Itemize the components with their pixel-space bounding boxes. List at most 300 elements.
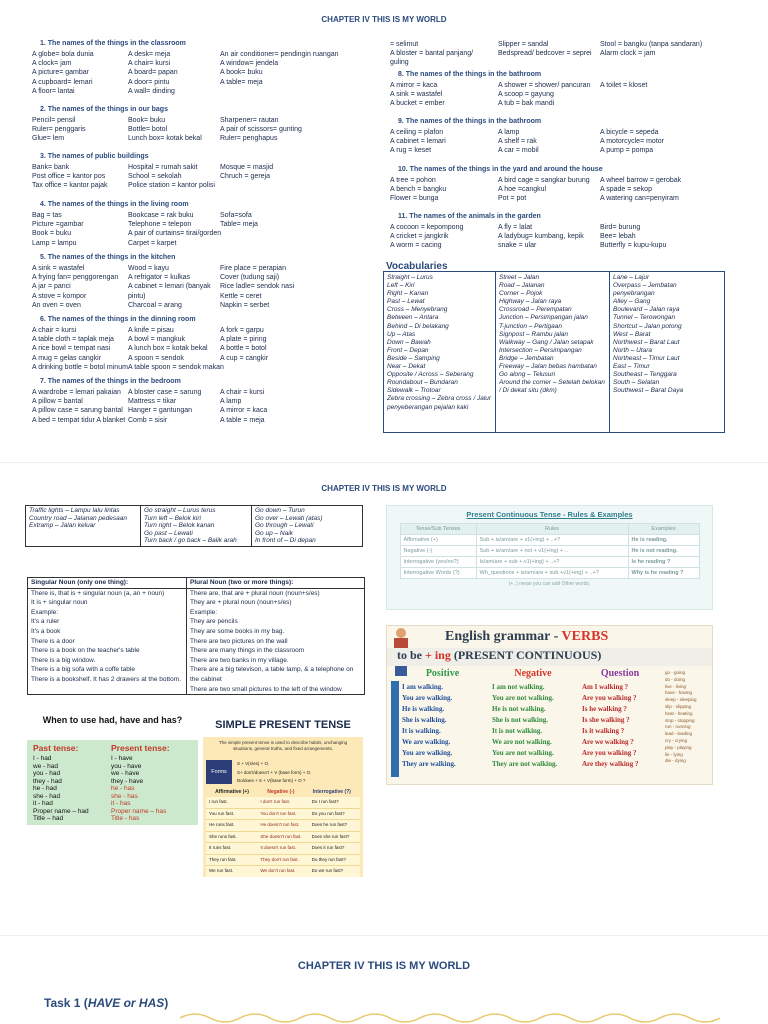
list-item: A wardrobe = lemari pakaian <box>32 389 121 396</box>
vocab-item: Lane – Lajur <box>613 274 650 281</box>
list-item: A drinking bottle = botol minum <box>32 363 128 371</box>
list-item: Lamp = lampu <box>32 239 77 247</box>
yard-heading: 10. The names of the things in the yard and around the house <box>398 166 603 173</box>
vocab-item: Opposite / Across – Seberang <box>387 371 474 379</box>
spt-title: SIMPLE PRESENT TENSE <box>215 719 351 731</box>
bathroom-2-c2 <box>498 128 539 156</box>
verbs-cell: You are not walking. <box>492 693 554 702</box>
spelling-item: stop - stopping <box>665 717 695 723</box>
spt-cell: He runs fast. <box>209 822 235 827</box>
animals-heading: 11. The names of the animals in the garden <box>398 213 541 220</box>
pc-cell: Interrogative (yes/no?) <box>400 557 476 568</box>
list-item: A shelf = rak <box>498 138 537 146</box>
noun-table <box>27 577 365 695</box>
bedroom-continued-c2 <box>498 40 592 58</box>
decorative-wave <box>180 1010 720 1024</box>
list-item: Glue= lem <box>32 135 65 143</box>
past-tense-item: we - had <box>33 762 58 770</box>
list-item: A ceiling = plafon <box>390 129 444 136</box>
verbs-cell: He is walking. <box>402 704 445 713</box>
spt-row <box>206 855 360 867</box>
list-item: Book= buku <box>128 117 166 124</box>
verbs-cell: Is it walking ? <box>582 726 625 735</box>
had-chart-title: When to use had, have and has? <box>42 715 183 725</box>
verbs-cell: It is walking. <box>402 726 441 735</box>
list-item: Mattress = tikar <box>128 398 177 406</box>
spelling-item: slip - slipping <box>665 703 692 709</box>
list-item: Ruler= penggaris <box>32 126 86 134</box>
vocab-item: East – Timur <box>613 363 650 371</box>
yard-c2 <box>498 176 590 204</box>
classroom-c3 <box>220 50 339 87</box>
verbs-spelling-list <box>665 670 709 765</box>
bedroom-c2 <box>128 388 201 425</box>
list-item: A cabinet = lemari (banyak pintu) <box>128 283 211 300</box>
bags-heading: 2. The names of the things in our bags <box>40 106 168 113</box>
list-item: A wheel barrow = gerobak <box>600 177 682 184</box>
list-item: Tax office = kantor pajak <box>32 182 108 190</box>
yard-c1 <box>390 176 446 204</box>
list-item: A rug = keset <box>390 147 432 155</box>
verbs-cell: It is not walking. <box>492 726 543 735</box>
direction-item: Go down – Turun <box>255 507 305 514</box>
bedroom-c3 <box>220 388 267 425</box>
direction-item: Go past – Lewati <box>144 529 193 537</box>
list-item: Bedspread/ bedcover = seprei <box>498 50 592 58</box>
spelling-item: live - living <box>665 683 687 689</box>
spt-affirmative-header: Affirmative (+) <box>215 789 249 795</box>
direction-item: Extramp – Jalan keluar <box>29 522 96 530</box>
list-item: A fly = lalat <box>498 224 533 231</box>
vocab-item: Junction – Persimpangan jalan <box>499 314 588 322</box>
verbs-cell: You are walking. <box>402 748 453 757</box>
verbs-cell: Is she walking ? <box>582 715 630 724</box>
spelling-item: go - going <box>665 670 686 675</box>
pc-cell: He is reading. <box>628 535 699 546</box>
plural-noun-header: Plural Noun (two or more things): <box>190 579 294 586</box>
singular-noun-header: Singular Noun (only one thing): <box>31 579 129 586</box>
list-item: A knife = pisau <box>128 327 174 334</box>
list-item: A pair of scissors= gunting <box>220 126 302 134</box>
list-item: A scoop = gayung <box>498 91 554 99</box>
vocab-table <box>383 271 725 433</box>
verbs-cell: They are not walking. <box>492 759 558 768</box>
list-item: A table = meja <box>220 416 265 424</box>
spt-cell: They run fast. <box>209 856 237 862</box>
pc-header: Tense/Sub Tenses <box>400 524 476 535</box>
vocab-item: Sidewalk – Trotoar <box>387 387 441 395</box>
list-item: A bed = tempat tidur A blanket <box>32 416 126 424</box>
verbs-sub-c: (PRESENT CONTINUOUS) <box>450 648 602 662</box>
pc-title: Present Continuous Tense - Rules & Examples <box>466 510 633 519</box>
vocab-col-1 <box>384 272 496 432</box>
noun-example: They are pencils <box>190 618 238 626</box>
noun-example: There is a door <box>31 637 75 645</box>
list-item: A window= jendela <box>220 60 279 68</box>
present-tense-item: it - has <box>111 800 131 807</box>
vocab-item: Cross – Menyebrang <box>387 306 448 314</box>
present-tense-item: I - have <box>111 755 133 762</box>
pc-cell: Sub + is/am/are + v1(+ing) + ..+? <box>476 535 628 546</box>
vocab-item: Straight – Lurus <box>387 274 433 281</box>
spt-row <box>206 866 360 877</box>
pc-header: Rules <box>476 524 628 535</box>
list-item: A desk= meja <box>128 51 171 58</box>
past-tense-item: I - had <box>33 755 52 762</box>
pc-note: (+..) mean you can add Other words. <box>508 581 591 587</box>
spelling-item: do - doing <box>665 676 686 682</box>
list-item: A toilet = kloset <box>600 82 648 89</box>
bathroom-2-c1 <box>390 128 446 156</box>
list-item: A motorcycle= motor <box>600 138 664 146</box>
list-item: A table cloth = taplak meja <box>32 336 114 344</box>
noun-example: They are some books in my bag. <box>190 627 285 635</box>
spelling-item: heat - heating <box>665 710 693 716</box>
verbs-cell: We are walking. <box>402 737 451 746</box>
vocab-item: Corner – Pojok <box>499 290 543 298</box>
list-item: Bank= bank <box>32 164 70 171</box>
vocab-item: Intersection – Persimpangan <box>499 346 582 354</box>
list-item: A frying fan= penggorengan <box>32 274 119 282</box>
vocab-item: Up – Atas <box>387 330 416 338</box>
vocab-item: Left – Kiri <box>387 282 415 290</box>
verbs-sub-a: to be <box>397 648 425 662</box>
list-item: Picture =gambar <box>32 221 84 229</box>
spt-cell: It runs fast. <box>209 845 232 850</box>
list-item: A bottle = botol <box>220 345 267 353</box>
bathroom-heading: 8. The names of the things in the bathroom <box>398 71 542 78</box>
list-item: Post office = kantor pos <box>32 173 106 181</box>
list-item: Carpet = karpet <box>128 239 177 247</box>
vocab-item: North – Utara <box>613 346 653 354</box>
pc-cell: Wh_questions + is/am/are + sub +v1(+ing) + ..+? <box>476 568 628 579</box>
list-item: A cabinet = lemari <box>390 138 446 146</box>
list-item: A spade = sekop <box>600 186 652 194</box>
spt-cell: He doesn't run fast. <box>260 822 300 827</box>
list-item: = selimut <box>390 41 419 48</box>
list-item: A table= meja <box>220 78 263 86</box>
list-item: Mosque = masjid <box>220 164 274 171</box>
list-item: Bookcase = rak buku <box>128 212 194 219</box>
verbs-cell: She is walking. <box>402 715 447 724</box>
vocab-item: Street – Jalan <box>499 274 540 281</box>
bathroom-c3 <box>600 81 647 90</box>
direction-item: Go over – Lewati (atas) <box>255 514 323 522</box>
bags-c3 <box>220 116 302 144</box>
past-tense-item: you - had <box>33 770 61 777</box>
verbs-sub-b: + ing <box>425 648 451 662</box>
spt-cell: Does he run fast? <box>311 822 348 827</box>
list-item: A bloster case = sarung <box>128 389 202 396</box>
list-item: Bottle= botol <box>128 126 168 134</box>
vocab-item: Freeway – Jalan bebas hambatan <box>499 363 597 371</box>
list-item: A chair = kursi <box>220 389 265 396</box>
verbs-cell: Are you walking ? <box>582 748 637 757</box>
list-item: Telephone = telepon <box>128 221 192 229</box>
verbs-cell: Are you walking ? <box>582 693 637 702</box>
list-item: A rice bowl = tempat nasi <box>32 345 111 353</box>
list-item: A pair of curtains= tirai/gorden <box>128 230 222 238</box>
vocab-item: Tunnel – Terowongan <box>613 314 676 322</box>
present-tense-item: you - have <box>111 762 142 770</box>
vocab-item: Signpost – Rambu jalan <box>499 330 569 338</box>
pc-cell: Affirmative (+) <box>400 535 476 546</box>
list-item: A watering can=penyiram <box>600 195 679 203</box>
spelling-item: run - running <box>665 724 691 730</box>
list-item: A hoe =cangkul <box>498 186 547 194</box>
pc-cell: He is not reading. <box>628 546 699 557</box>
spt-cell: Does it run fast? <box>311 845 345 850</box>
verbs-negative-header: Negative <box>514 668 552 679</box>
verbs-title-a: English grammar - <box>445 629 562 644</box>
spt-cell: They don't run fast. <box>260 856 299 862</box>
list-item: A chair= kursi <box>128 60 171 68</box>
present-tense-item: he - has <box>111 785 135 792</box>
spt-row <box>206 797 360 809</box>
spt-cell: It doesn't run fast. <box>260 845 296 850</box>
list-item: Fire place = perapian <box>220 265 286 272</box>
list-item: A pillow case = sarung bantal <box>32 407 123 415</box>
past-tense-item: Proper name – had <box>33 807 89 815</box>
noun-example: It's a book <box>31 627 61 635</box>
list-item: A bench = bangku <box>390 186 447 194</box>
classroom-c2 <box>128 50 178 96</box>
list-item: A cup = cangkir <box>220 354 269 362</box>
spelling-item: lie - lying <box>665 751 683 757</box>
verbs-cell: Are we walking ? <box>582 737 634 746</box>
noun-example: There are, that are + plural noun (noun+s/es) <box>190 589 320 597</box>
noun-example: Example: <box>31 608 59 616</box>
spt-cell: Do they run fast? <box>311 856 346 862</box>
verbs-cell: We are not walking. <box>492 737 552 746</box>
list-item: A door= pintu <box>128 78 170 86</box>
pc-cell: Negative (-) <box>400 546 476 557</box>
spt-form: Do/does + S + V(base form) + O ? <box>237 778 306 783</box>
list-item: Flower = bunga <box>390 195 439 203</box>
living-room-c3 <box>220 211 258 229</box>
dining-room-c1 <box>32 326 128 372</box>
list-item: A cocoon = kepompong <box>390 224 464 231</box>
vocab-item: Southeast – Tenggara <box>613 371 677 379</box>
list-item: A lamp <box>498 129 520 136</box>
list-item: Stool = bangku (tanpa sandaran) <box>600 41 703 48</box>
list-item: A plate = piring <box>220 336 267 344</box>
vocab-item: Near – Dekat <box>387 363 426 371</box>
list-item: A shower = shower/ pancuran <box>498 82 591 89</box>
spt-cell: I don't run fast. <box>260 799 290 804</box>
list-item: A cupboard= lemari <box>32 78 93 86</box>
list-item: An oven = oven <box>32 301 81 309</box>
pc-header: Examples <box>628 524 699 535</box>
list-item: Hospital = rumah sakit <box>128 164 198 171</box>
spt-cell: She doesn't run fast. <box>260 833 302 839</box>
list-item: A clock= jam <box>32 60 72 68</box>
dining-room-c2 <box>128 326 224 372</box>
verbs-cell: He is not walking. <box>492 704 546 713</box>
list-item: A bird cage = sangkar burung <box>498 177 590 184</box>
spt-form: S+ don't/doesn't + V (base form) + O. <box>237 769 312 775</box>
bathroom-2-c3 <box>600 128 664 156</box>
spelling-item: play - playing <box>665 744 692 750</box>
animals-c2 <box>498 223 584 251</box>
list-item: Table= meja <box>220 221 258 229</box>
list-item: Chruch = gereja <box>220 173 271 181</box>
list-item: A floor= lantai <box>32 87 75 95</box>
page3-title: CHAPTER IV THIS IS MY WORLD <box>297 960 471 972</box>
past-tense-item: they - had <box>33 777 62 785</box>
verbs-question-header: Question <box>600 668 640 679</box>
past-tense-item: Title – had <box>33 815 64 822</box>
vocab-item: Bridge – Jembatan <box>499 354 554 362</box>
list-item: A jar = panci <box>32 283 71 291</box>
list-item: A table spoon = sendok makan <box>128 363 224 371</box>
list-item: A sink = wastafel <box>390 91 443 99</box>
spt-cell: Do you run fast? <box>311 810 345 816</box>
present-tense-header: Present tense: <box>111 743 170 753</box>
vocab-col-2 <box>496 272 610 432</box>
list-item: A book= buku <box>220 69 263 77</box>
direction-item: Go through – Lewati <box>255 522 314 530</box>
list-item: A cricket = jangkrik <box>390 233 449 241</box>
vocab-col-3 <box>610 272 722 432</box>
vocab-title: Vocabularies <box>386 261 448 272</box>
present-tense-item: Title - has <box>111 815 140 822</box>
list-item: A bloster = bantal panjang/ guling <box>390 50 474 67</box>
list-item: A globe= bola dunia <box>32 51 94 58</box>
noun-example: There is a big sofa with a coffe table <box>31 666 135 674</box>
list-item: Cover (tudung saji) <box>220 274 280 282</box>
direction-item: Turn right – Belok kanan <box>144 522 215 530</box>
present-continuous-chart <box>386 505 713 610</box>
present-tense-item: we - have <box>111 770 140 777</box>
public-buildings-c1 <box>32 163 108 191</box>
noun-example: There are two pictures on the wall <box>190 637 288 645</box>
list-item: Napkin = serbet <box>220 301 270 309</box>
direction-item: Turn back / go back – Balik arah <box>144 537 237 545</box>
bathroom-c1 <box>390 81 445 109</box>
bedroom-heading: 7. The names of the things in the bedroom <box>40 378 181 385</box>
list-item: A tree = pohon <box>390 177 436 184</box>
pc-cell: Is he reading ? <box>628 557 699 568</box>
spt-desc: The simple present tense is used to describe habits, unchanging situations, general truths, and fixed arrangements. <box>218 740 348 751</box>
list-item: Wood = kayu <box>128 265 169 272</box>
noun-example: It is + singular noun <box>31 599 88 607</box>
task-label-close: ) <box>164 996 169 1010</box>
task-label: Task 1 ( <box>44 996 88 1010</box>
spt-forms <box>237 760 359 786</box>
list-item: Sofa=sofa <box>220 212 252 219</box>
noun-example: There are two small pictures to the left of the window <box>190 685 342 693</box>
living-room-heading: 4. The names of the things in the living room <box>40 201 189 208</box>
list-item: A sink = wastafel <box>32 265 85 272</box>
direction-item: Turn left – Belok kiri <box>144 514 201 522</box>
verbs-cell: I am not walking. <box>492 682 545 691</box>
bedroom-continued-c1 <box>390 40 490 68</box>
list-item: A wall= dinding <box>128 87 175 95</box>
singular-noun-col <box>28 588 187 695</box>
vocab-item: Road – Jalanan <box>499 282 545 290</box>
directions-col-1 <box>26 506 141 547</box>
noun-example: There are two banks in my village. <box>190 656 289 664</box>
list-item: A pump = pompa <box>600 147 654 155</box>
page1-title: CHAPTER IV THIS IS MY WORLD <box>321 15 447 24</box>
vocab-item: Northwest – Barat Laut <box>613 338 680 346</box>
bedroom-c1 <box>32 388 125 425</box>
kitchen-c1 <box>32 264 118 310</box>
vocab-item: Southwest – Barat Daya <box>613 387 684 395</box>
public-buildings-c2 <box>128 163 215 191</box>
directions-col-3 <box>252 506 363 547</box>
pc-cell: Is/am/are + sub + v1(+ing) + ..+? <box>476 557 628 568</box>
direction-item: Traffic lights – Lampu lalu lintas <box>29 507 120 514</box>
vocab-item: T-junction – Pertigaan <box>499 322 562 330</box>
noun-example: There is, that is + singular noun (a, an + noun) <box>31 589 165 597</box>
vocab-item: Shortcut – Jalan potong <box>613 322 682 330</box>
noun-example: There are many things in the classroom <box>190 647 305 655</box>
bedroom-continued-c3 <box>600 40 702 58</box>
had-have-has-chart <box>27 715 198 825</box>
list-item: Sharpener= rautan <box>220 117 279 124</box>
list-item: Ruler= penghapus <box>220 135 278 143</box>
list-item: A car = mobil <box>498 147 539 155</box>
list-item: A refrigator = kulkas <box>128 274 191 282</box>
vocab-item: Beside – Samping <box>387 354 440 362</box>
spt-row <box>206 809 360 821</box>
verbs-cell: Is he walking ? <box>582 704 627 713</box>
list-item: A mirror = kaca <box>220 407 268 415</box>
list-item: Alarm clock = jam <box>600 50 656 58</box>
list-item: Rice ladle= sendok nasi <box>220 283 295 291</box>
verbs-cell: You are walking. <box>402 693 453 702</box>
noun-example: They are + plural noun (noun+s/es) <box>190 599 292 607</box>
direction-item: Go straight – Lurus terus <box>144 507 216 514</box>
vocab-item: South – Selatan <box>613 379 660 387</box>
list-item: A lamp <box>220 398 242 406</box>
vocab-item: Front – Depan <box>387 346 429 354</box>
spt-forms-label: Forms <box>206 760 232 784</box>
list-item: An air conditioner= pendingin ruangan <box>220 51 339 58</box>
spelling-item: lead - leading <box>665 731 693 737</box>
spt-cell: Do we run fast? <box>311 868 344 873</box>
vocab-item: Alley – Gang <box>613 298 651 306</box>
spt-cell: You run fast. <box>209 810 235 816</box>
list-item: Kettle = ceret <box>220 292 262 300</box>
list-item: Slipper = sandal <box>498 41 549 48</box>
list-item: A mirror = kaca <box>390 82 438 89</box>
present-tense-list <box>111 755 166 823</box>
verbs-cell: You are not walking. <box>492 748 554 757</box>
kitchen-heading: 5. The names of the things in the kitchen <box>40 254 176 261</box>
noun-example: There is a book on the teacher's table <box>31 647 140 655</box>
vocab-item: Boulevard – Jalan raya <box>613 306 680 314</box>
spt-negative-header: Negative (-) <box>267 789 295 795</box>
vocab-item: Behind – Di belakang <box>387 322 449 330</box>
list-item: Bag = tas <box>32 212 62 219</box>
spt-cell: We don't run fast. <box>260 868 296 873</box>
spt-table <box>206 797 360 877</box>
spt-cell: Do I run fast? <box>311 799 339 804</box>
spelling-item: have - having <box>665 690 693 696</box>
living-room-c1 <box>32 211 84 248</box>
verbs-cell: Are they walking ? <box>582 759 639 768</box>
list-item: School = sekolah <box>128 173 182 181</box>
spt-interrogative-header: Interrogative (?) <box>312 789 351 795</box>
list-item: A bicycle = sepeda <box>600 129 659 136</box>
vocab-item: Walkway – Gang / Jalan setapak <box>499 338 594 346</box>
kitchen-c3 <box>220 264 294 310</box>
yard-c3 <box>600 176 681 204</box>
list-item: A picture= gambar <box>32 69 90 77</box>
